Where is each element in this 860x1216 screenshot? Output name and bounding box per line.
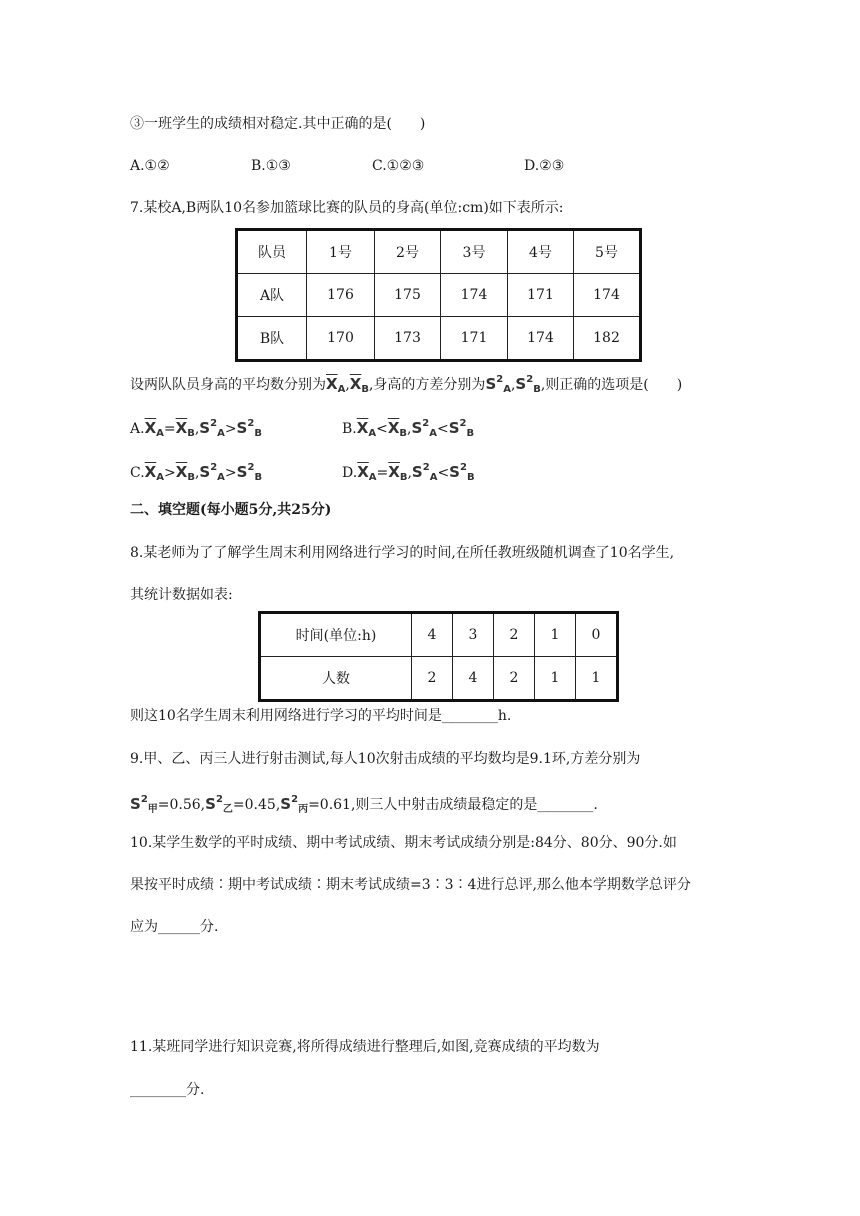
- q10-line1: 10.某学生数学的平时成绩、期中考试成绩、期末考试成绩分别是:84分、80分、90分.如: [130, 835, 677, 851]
- q6-statement-3: ③一班学生的成绩相对稳定.其中正确的是( ): [130, 116, 426, 132]
- table-row: [237, 274, 641, 317]
- table-row: [237, 317, 641, 361]
- q7-height-table: [235, 228, 642, 362]
- table-cell: 时间(单位:h): [260, 613, 412, 657]
- table-cell: 4: [453, 657, 494, 701]
- q7-text-b: ,身高的方差分别为: [368, 377, 486, 393]
- table-cell: B队: [237, 317, 307, 361]
- table-cell: 3: [453, 613, 494, 657]
- section-heading: 二、填空题(每小题5分,共25分): [130, 502, 332, 518]
- table-cell: 174: [574, 274, 641, 317]
- table-cell: 4号: [508, 230, 574, 274]
- table-cell: 2: [494, 613, 535, 657]
- table-cell: 176: [307, 274, 375, 317]
- table-cell: 队员: [237, 230, 307, 274]
- q7-stem: 7.某校A,B两队10名参加篮球比赛的队员的身高(单位:cm)如下表所示:: [130, 200, 564, 216]
- table-cell: 1: [535, 613, 576, 657]
- table-cell: 171: [508, 274, 574, 317]
- q8-stem-line1: 8.某老师为了了解学生周末利用网络进行学习的时间,在所任教班级随机调查了10名学生,: [130, 545, 675, 561]
- table-cell: 174: [441, 274, 508, 317]
- q6-option-a: A.①②: [130, 158, 170, 174]
- q7-option-a: $A.\overline{X}_A=\overline{X}_B,S^2_A>S^2_B$: [130, 418, 262, 439]
- table-cell: 174: [508, 317, 574, 361]
- q10-line2: 果按平时成绩∶期中考试成绩∶期末考试成绩=3∶3∶4进行总评,那么他本学期数学总评分: [130, 877, 691, 893]
- q7-text-c: ,则正确的选项是( ): [540, 377, 683, 393]
- table-header-row: [237, 230, 641, 274]
- q11-line1: 11.某班同学进行知识竞赛,将所得成绩进行整理后,如图,竞赛成绩的平均数为: [130, 1039, 600, 1055]
- table-cell: 1: [576, 657, 618, 701]
- q7-text-a: 设两队队员身高的平均数分别为: [130, 377, 326, 393]
- table-header-row: [260, 613, 618, 657]
- table-cell: 5号: [574, 230, 641, 274]
- table-cell: 173: [375, 317, 441, 361]
- table-cell: 175: [375, 274, 441, 317]
- q7-option-d: $D.\overline{X}_A=\overline{X}_B,S^2_A<S^2_B$: [342, 462, 475, 483]
- table-cell: 人数: [260, 657, 412, 701]
- table-cell: 3号: [441, 230, 508, 274]
- table-cell: 4: [412, 613, 453, 657]
- q6-option-c: C.①②③: [372, 158, 425, 174]
- q9-line2: $S^2_甲=0.56,S^2_乙=0.45,S^2_丙=0.61$,则三人中射击成绩最稳定的是________.: [130, 794, 598, 815]
- table-cell: 2号: [375, 230, 441, 274]
- table-cell: 2: [494, 657, 535, 701]
- table-row: [260, 657, 618, 701]
- variance-b-symbol: $S^2_B$: [515, 374, 541, 395]
- variance-jia-symbol: $S^2_甲$: [130, 794, 158, 815]
- table-cell: 170: [307, 317, 375, 361]
- q11-line2: ________分.: [130, 1082, 205, 1098]
- table-cell: 2: [412, 657, 453, 701]
- q6-option-d: D.②③: [524, 158, 565, 174]
- table-cell: 182: [574, 317, 641, 361]
- table-cell: 1号: [307, 230, 375, 274]
- q7-option-b: $B.\overline{X}_A<\overline{X}_B,S^2_A<S^2_B$: [342, 418, 475, 439]
- table-cell: 171: [441, 317, 508, 361]
- q8-stem-line2: 其统计数据如表:: [130, 587, 233, 603]
- q7-question: 设两队队员身高的平均数分别为$\overline{X}_A,\overline{X}_B$,身高的方差分别为$S^2_A,S^2_B$,则正确的选项是( ): [130, 374, 683, 395]
- q9-line1: 9.甲、乙、丙三人进行射击测试,每人10次射击成绩的平均数均是9.1环,方差分别为: [130, 751, 641, 767]
- variance-yi-symbol: $S^2_乙$: [205, 794, 233, 815]
- q8-time-table: [258, 611, 619, 702]
- table-cell: 0: [576, 613, 618, 657]
- table-cell: 1: [535, 657, 576, 701]
- mean-a-symbol: $\overline{X}_A$: [326, 375, 346, 395]
- q10-line3: 应为______分.: [130, 919, 219, 935]
- variance-bing-symbol: $S^2_丙$: [280, 794, 309, 815]
- q6-option-b: B.①③: [251, 158, 291, 174]
- variance-a-symbol: $S^2_A$: [485, 374, 511, 395]
- mean-b-symbol: $\overline{X}_B$: [349, 375, 369, 395]
- q8-question: 则这10名学生周末利用网络进行学习的平均时间是________h.: [130, 708, 512, 724]
- q7-option-c: $C.\overline{X}_A>\overline{X}_B,S^2_A>S^2_B$: [130, 462, 263, 483]
- table-cell: A队: [237, 274, 307, 317]
